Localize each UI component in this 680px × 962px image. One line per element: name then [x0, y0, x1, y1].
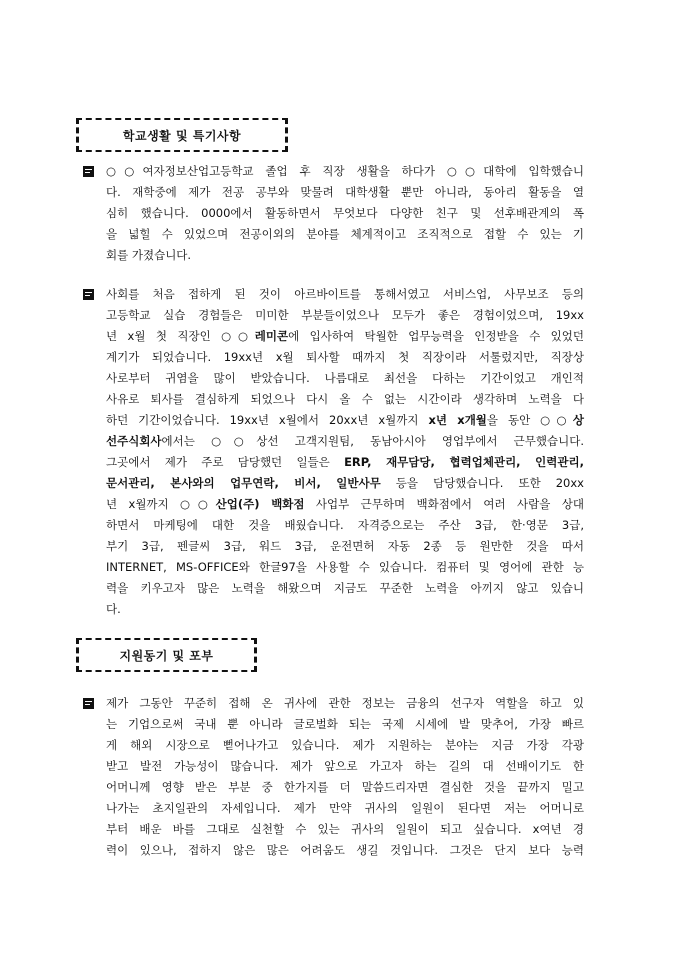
- paragraph-line: 부기 3급, 펜글씨 3급, 워드 3급, 운전면허 자동 2종 등 원만한 것을 따서: [106, 539, 584, 553]
- document-bullet-icon: [83, 698, 94, 709]
- section-title: 학교생활 및 특기사항: [122, 129, 242, 143]
- paragraph-line: 회를 가졌습니다.: [106, 248, 192, 262]
- paragraph-line: 년 x월 첫 직장인 ○○레미콘에 입사하여 탁월한 업무능력을 인정받을 수 있었던: [106, 329, 584, 343]
- paragraph-line: 선주식회사에서는 ○○상선 고객지원팀, 동남아시아 영업부에서 근무했습니다.: [106, 434, 584, 448]
- section-heading-box: [76, 118, 288, 152]
- paragraph-line: 는 기업으로써 국내 뿐 아니라 글로벌화 되는 국제 시세에 발 맞추어, 가장 빠르: [106, 717, 584, 731]
- paragraph-line: 나가는 초지일관의 자세입니다. 제가 만약 귀사의 일원이 된다면 저는 어머니로: [106, 801, 584, 815]
- section-title: 지원동기 및 포부: [119, 649, 214, 663]
- paragraph-line: 받고 발전 가능성이 많습니다. 제가 앞으로 가고자 하는 길의 대 선배이기도 한: [106, 759, 584, 773]
- paragraph-line: INTERNET, MS-OFFICE와 한글97을 사용할 수 있습니다. 컴퓨터 및 영어에 관한 능: [106, 560, 584, 574]
- paragraph-line: 하던 기간이었습니다. 19xx년 x월에서 20xx년 x월까지 x년 x개월을 동안 ○○상: [106, 413, 584, 427]
- paragraph-line: 어머니께 영향 받은 부분 중 한가지를 더 말씀드리자면 결심한 것을 끝까지 밀고: [106, 780, 584, 794]
- paragraph-line: 심히 했습니다. 0000에서 활동하면서 무엇보다 다양한 친구 및 선후배관계의 폭: [106, 206, 584, 220]
- section-heading-box: [76, 638, 257, 672]
- paragraph-line: 제가 그동안 꾸준히 접해 온 귀사에 관한 정보는 금융의 선구자 역할을 하고 있: [106, 696, 584, 710]
- paragraph-line: 사회를 처음 접하게 된 것이 아르바이트를 통해서였고 서비스업, 사무보조 등의: [106, 287, 584, 301]
- paragraph-line: 사유로 퇴사를 결심하게 되었으나 다시 올 수 없는 시간이라 생각하며 노력을 다: [106, 392, 584, 406]
- paragraph-line: 게 해외 시장으로 뻗어나가고 있습니다. 제가 지원하는 분야는 지금 가장 각광: [106, 738, 584, 752]
- paragraph-line: 다. 재학중에 제가 전공 공부와 맞물려 대학생활 뿐만 아니라, 동아리 활동을 열: [106, 185, 584, 199]
- document-bullet-icon: [83, 166, 94, 177]
- paragraph-line: 고등학교 실습 경험들은 미미한 부분들이었으나 모두가 좋은 경험이었으며, 19xx: [106, 308, 584, 322]
- document-bullet-icon: [83, 289, 94, 300]
- paragraph-line: 력이 있으나, 접하지 않은 많은 어려움도 생길 것입니다. 그것은 단지 보다 능력: [106, 843, 584, 857]
- paragraph-line: 계기가 되었습니다. 19xx년 x월 퇴사할 때까지 첫 직장이라 서툴렀지만, 직장상: [106, 350, 584, 364]
- paragraph-line: ○○여자정보산업고등학교 졸업 후 직장 생활을 하다가 ○○대학에 입학했습니: [106, 164, 584, 178]
- paragraph-line: 그곳에서 제가 주로 담당했던 일들은 ERP, 재무담당, 협력업체관리, 인력관리,: [106, 455, 584, 469]
- paragraph-line: 문서관리, 본사와의 업무연락, 비서, 일반사무 등을 담당했습니다. 또한 20xx: [106, 476, 584, 490]
- paragraph-line: 다.: [106, 602, 121, 616]
- paragraph-line: 년 x월까지 ○○산업(주) 백화점 사업부 근무하며 백화점에서 여러 사람을 상대: [106, 497, 584, 511]
- paragraph-line: 부터 배운 바를 그대로 실천할 수 있는 귀사의 일원이 되고 싶습니다. x여년 경: [106, 822, 584, 836]
- paragraph-line: 사로부터 귀염을 많이 받았습니다. 나름대로 최선을 다하는 기간이었고 개인적: [106, 371, 584, 385]
- paragraph-line: 을 넓힐 수 있었으며 전공이외의 분야를 체계적이고 조직적으로 접할 수 있는 기: [106, 227, 584, 241]
- paragraph-line: 력을 키우고자 많은 노력을 해왔으며 지금도 꾸준한 노력을 아끼지 않고 있습니: [106, 581, 584, 595]
- paragraph-line: 하면서 마케팅에 대한 것을 배웠습니다. 자격증으로는 주산 3급, 한·영문 3급,: [106, 518, 584, 532]
